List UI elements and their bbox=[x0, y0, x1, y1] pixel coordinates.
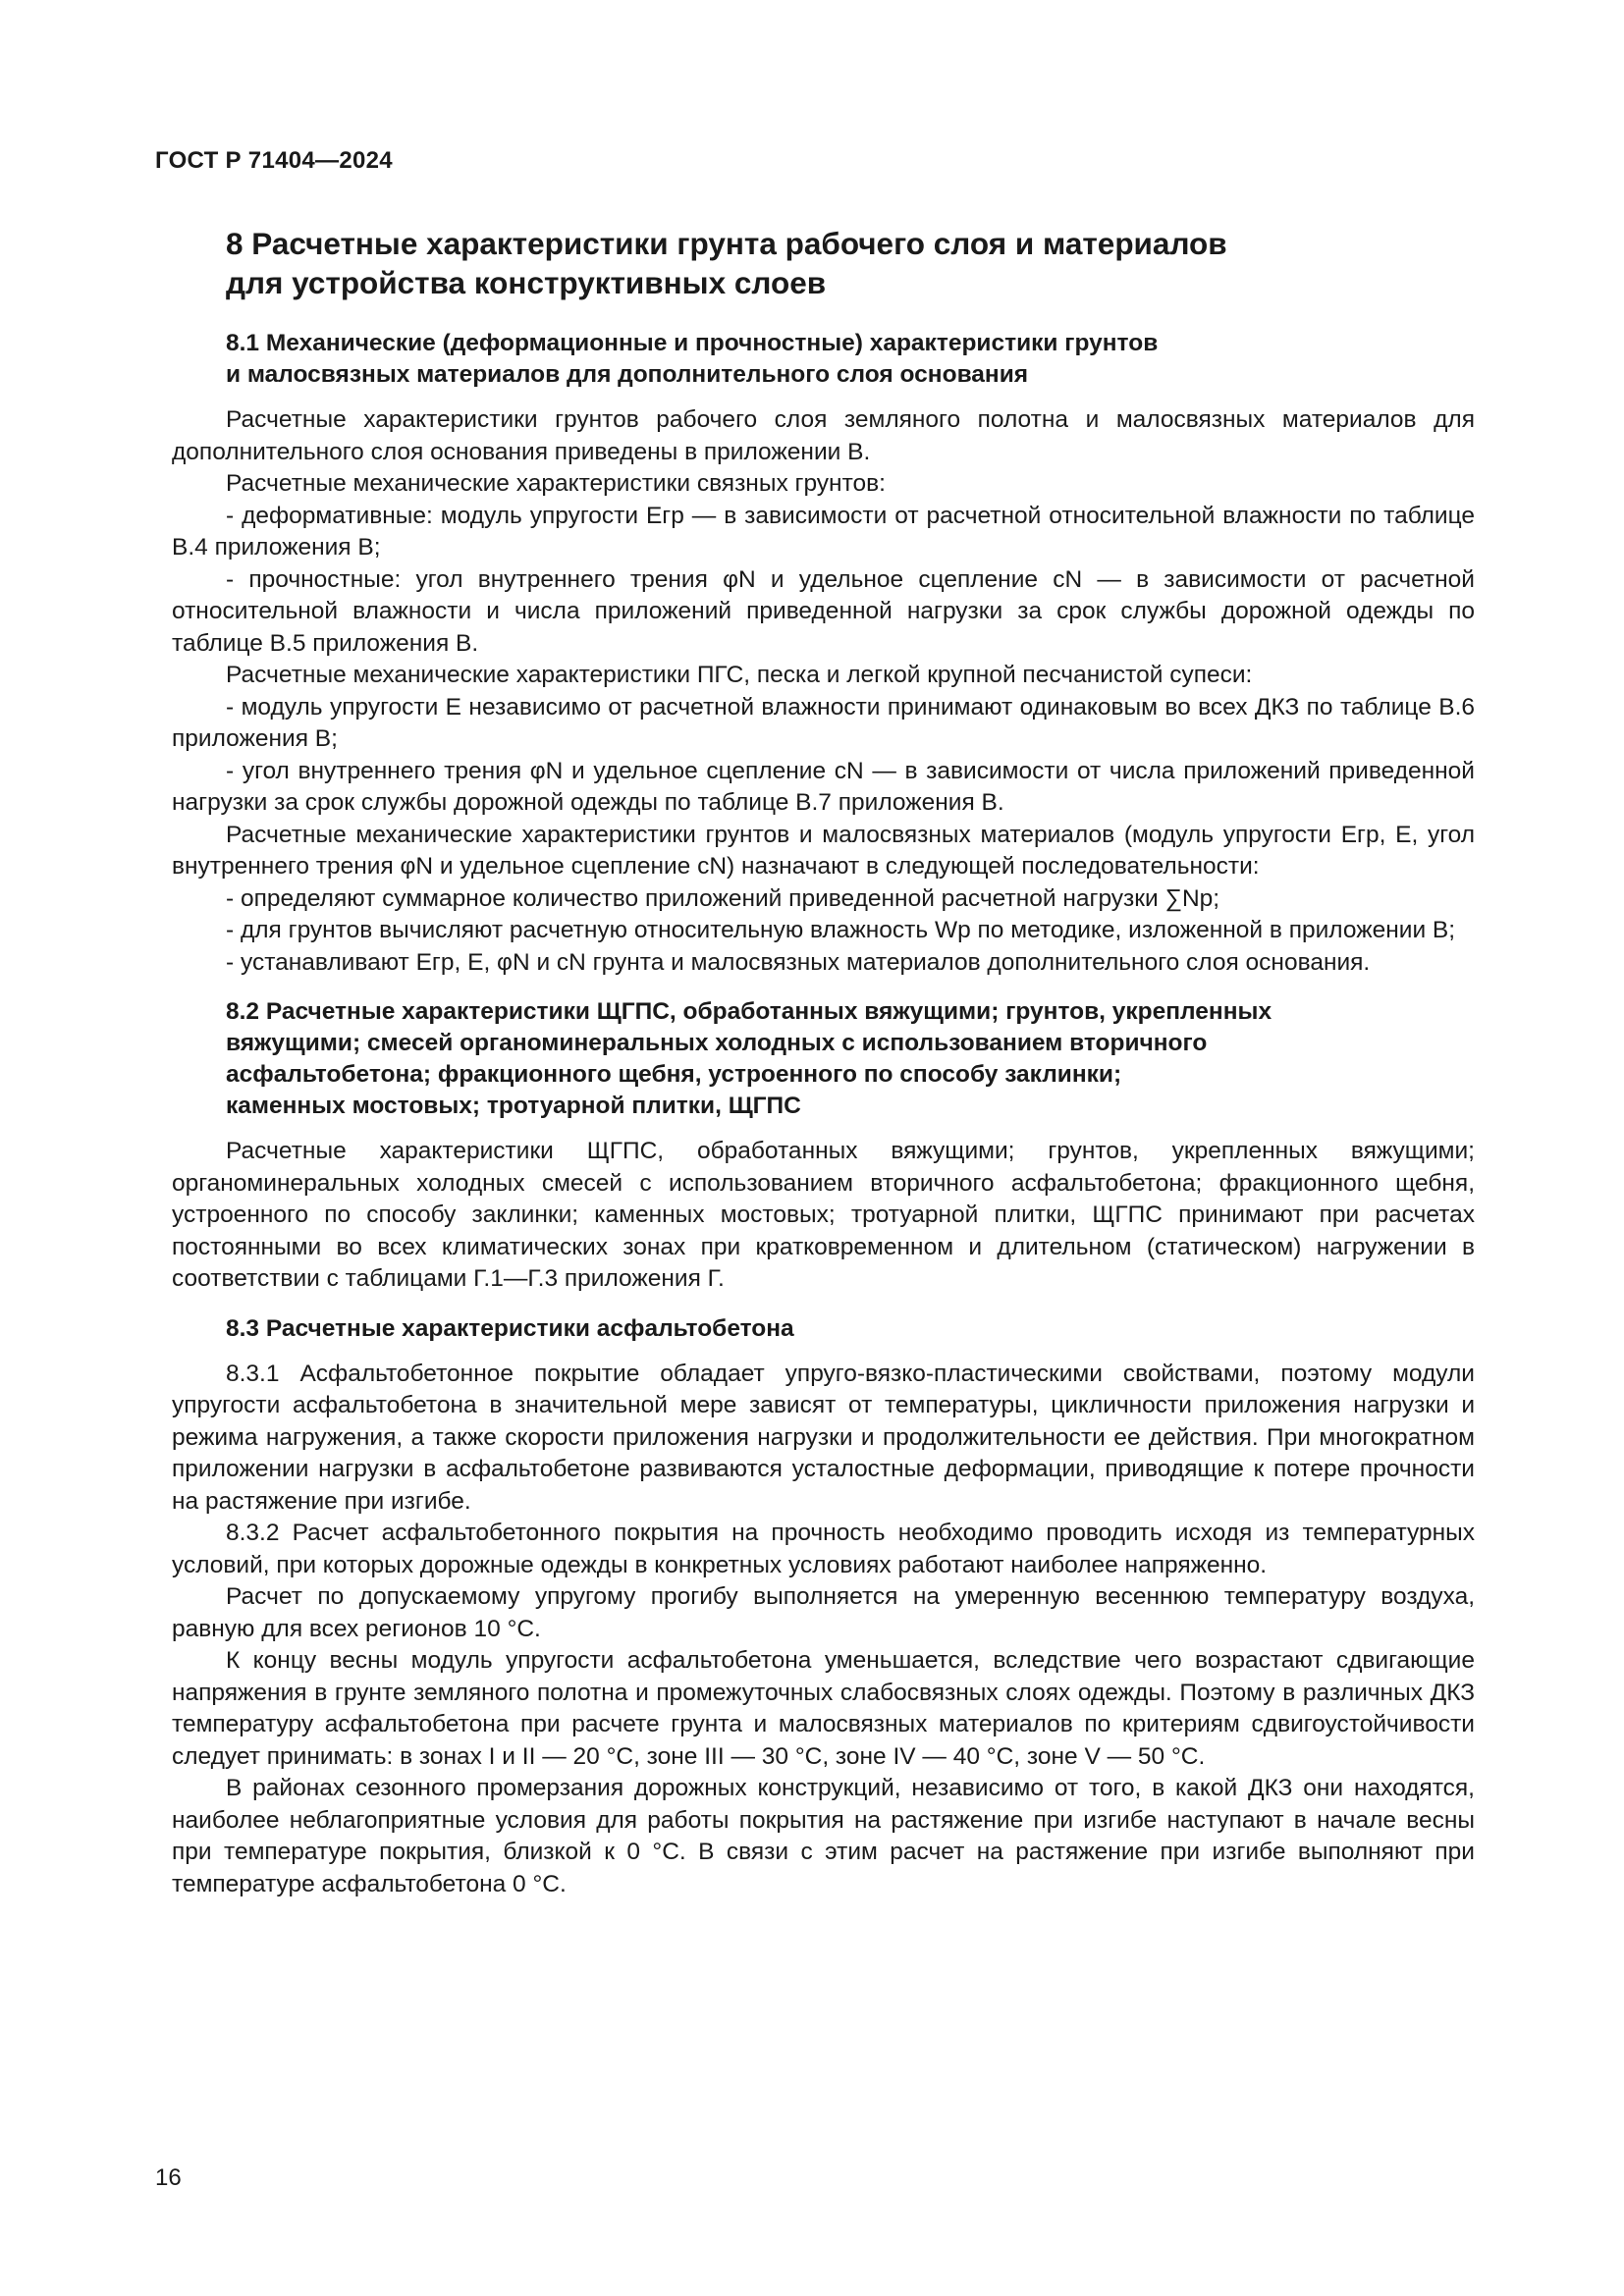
document-code: ГОСТ Р 71404—2024 bbox=[155, 147, 393, 174]
section-8-2-title-line: вяжущими; смесей органоминеральных холодных с использованием вторичного bbox=[226, 1030, 1208, 1056]
paragraph: В районах сезонного промерзания дорожных конструкций, независимо от того, в какой ДКЗ они находятся, наиболее неблагоприятные условия для работы покрытия на растяжение при изгибе наступают в начале весны при температуре покрытия, близкой к 0 °С. В связи с этим расчет на растяжение при изгибе выполняют при температуре асфальтобетона 0 °С. bbox=[172, 1775, 1475, 1897]
section-8-2-title-line: асфальтобетона; фракционного щебня, устроенного по способу заклинки; bbox=[226, 1061, 1122, 1088]
paragraph: - устанавливают Eгр, E, φN и cN грунта и малосвязных материалов дополнительного слоя основания. bbox=[226, 948, 1371, 976]
section-8-1-title-line: 8.1 Механические (деформационные и прочностные) характеристики грунтов bbox=[226, 330, 1159, 356]
paragraph: Расчетные механические характеристики ПГС, песка и легкой крупной песчанистой супеси: bbox=[226, 662, 1253, 688]
section-8-1-title-line: и малосвязных материалов для дополнительного слоя основания bbox=[226, 361, 1029, 388]
section-8-title bbox=[226, 224, 1434, 302]
paragraph: К концу весны модуль упругости асфальтобетона уменьшается, вследствие чего возрастают сдвигающие напряжения в грунте земляного полотна и промежуточных слабосвязных слоях одежды. Поэтому в различных ДКЗ температуру асфальтобетона при расчете грунта и малосвязных материалов по критериям сдвигоустойчивости следует принимать: в зонах I и II — 20 °С, зоне III — 30 °С, зоне IV — 40 °С, зоне V — 50 °С. bbox=[172, 1647, 1475, 1770]
paragraph: 8.3.2 Расчет асфальтобетонного покрытия на прочность необходимо проводить исходя из температурных условий, при которых дорожные одежды в конкретных условиях работают наиболее напряженно. bbox=[172, 1520, 1475, 1578]
paragraph: Расчетные механические характеристики связных грунтов: bbox=[226, 470, 886, 497]
page-number: 16 bbox=[155, 2164, 182, 2191]
paragraph: - прочностные: угол внутреннего трения φN и удельное сцепление cN — в зависимости от расчетной относительной влажности и числа приложений приведенной нагрузки за срок службы дорожной одежды по таблице В.5 приложения В. bbox=[172, 565, 1475, 657]
section-8-2-title-line: 8.2 Расчетные характеристики ЩГПС, обработанных вяжущими; грунтов, укрепленных bbox=[226, 998, 1272, 1025]
paragraph: 8.3.1 Асфальтобетонное покрытие обладает упруго-вязко-пластическими свойствами, поэтому модули упругости асфальтобетона в значительной мере зависят от температуры, цикличности приложения нагрузки и режима нагружения, а также скорости приложения нагрузки и продолжительности ее действия. При многократном приложении нагрузки в асфальтобетоне развиваются усталостные деформации, приводящие к потере прочности на растяжение при изгибе. bbox=[172, 1360, 1475, 1515]
paragraph: Расчетные характеристики грунтов рабочего слоя земляного полотна и малосвязных материалов для дополнительного слоя основания приведены в приложении В. bbox=[172, 406, 1475, 465]
section-8-2-body bbox=[172, 1136, 1475, 1296]
section-8-3-body bbox=[172, 1359, 1475, 1901]
section-8-2-title bbox=[226, 996, 1473, 1122]
section-8-1-title bbox=[226, 328, 1473, 391]
section-8-title-line: 8 Расчетные характеристики грунта рабочего слоя и материалов bbox=[226, 226, 1227, 261]
paragraph: Расчетные механические характеристики грунтов и малосвязных материалов (модуль упругости Eгр, E, угол внутреннего трения φN и удельное сцепление cN) назначают в следующей последовательности: bbox=[172, 821, 1475, 880]
paragraph: Расчет по допускаемому упругому прогибу выполняется на умеренную весеннюю температуру воздуха, равную для всех регионов 10 °С. bbox=[172, 1583, 1475, 1642]
page-content bbox=[172, 224, 1475, 1900]
section-8-1-body bbox=[172, 404, 1475, 979]
paragraph: - угол внутреннего трения φN и удельное сцепление cN — в зависимости от числа приложений приведенной нагрузки за срок службы дорожной одежды по таблице В.7 приложения В. bbox=[172, 757, 1475, 816]
paragraph: - определяют суммарное количество приложений приведенной расчетной нагрузки ∑Nр; bbox=[226, 884, 1220, 912]
paragraph: Расчетные характеристики ЩГПС, обработанных вяжущими; грунтов, укрепленных вяжущими; органоминеральных холодных смесей с использованием вторичного асфальтобетона; фракционного щебня, устроенного по способу заклинки; каменных мостовых; тротуарной плитки, ЩГПС принимают при расчетах постоянными во всех климатических зонах при кратковременном и длительном (статическом) нагружении в соответствии с таблицами Г.1—Г.3 приложения Г. bbox=[172, 1138, 1475, 1292]
section-8-2-title-line: каменных мостовых; тротуарной плитки, ЩГПС bbox=[226, 1093, 801, 1119]
section-8-title-line: для устройства конструктивных слоев bbox=[226, 265, 827, 300]
paragraph: - модуль упругости E независимо от расчетной влажности принимают одинаковым во всех ДКЗ по таблице В.6 приложения В; bbox=[172, 693, 1475, 752]
section-8-3-title: 8.3 Расчетные характеристики асфальтобетона bbox=[226, 1314, 794, 1342]
paragraph: - деформативные: модуль упругости Eгр — в зависимости от расчетной относительной влажности по таблице В.4 приложения В; bbox=[172, 502, 1475, 561]
paragraph: - для грунтов вычисляют расчетную относительную влажность Wр по методике, изложенной в приложении В; bbox=[226, 917, 1456, 943]
